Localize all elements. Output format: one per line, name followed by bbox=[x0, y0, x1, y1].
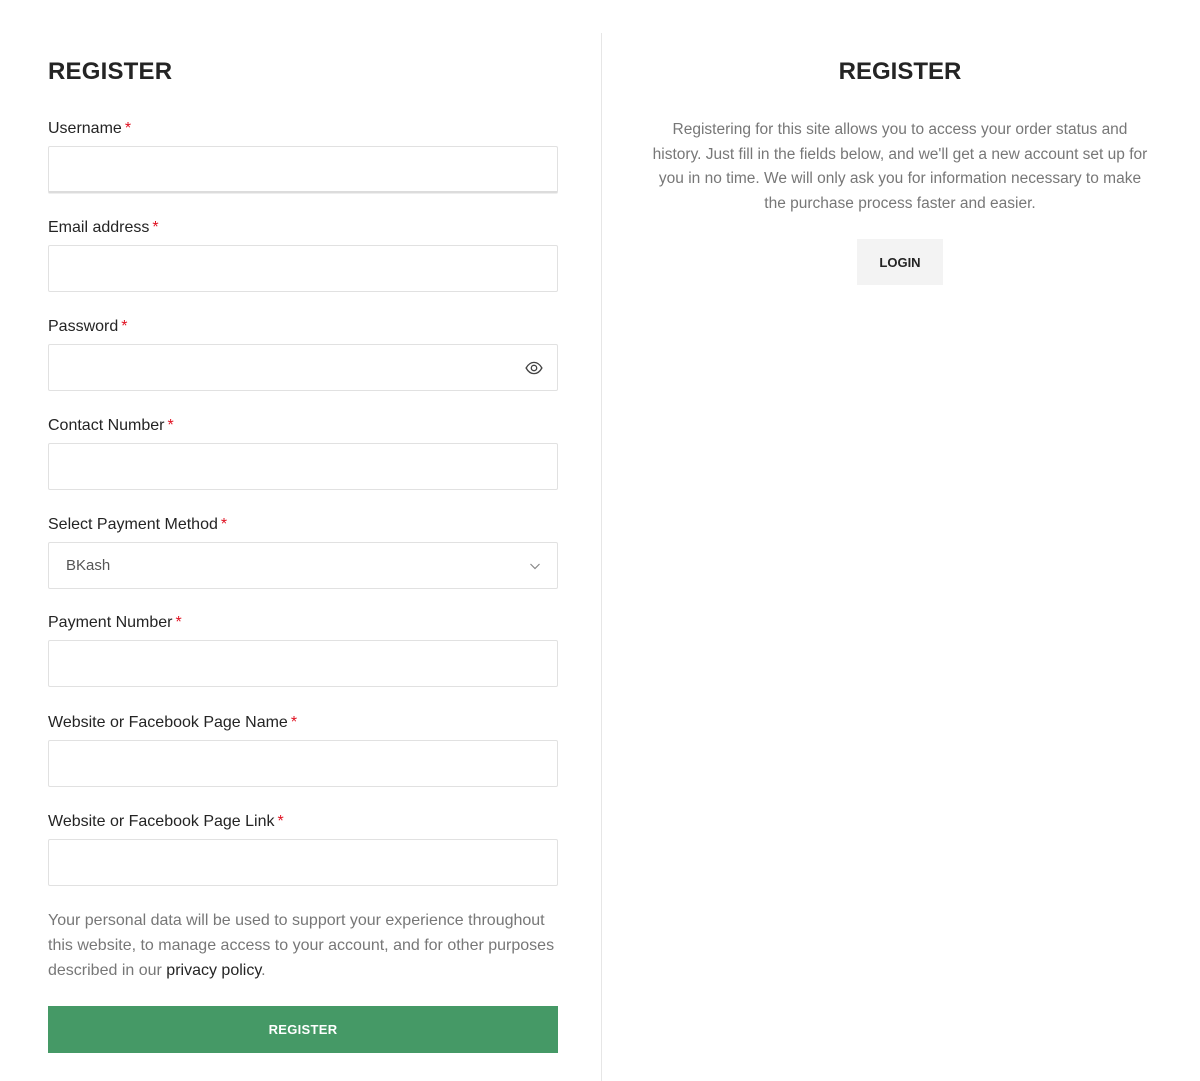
payment-number-label-text: Payment Number bbox=[48, 614, 173, 631]
privacy-notice bbox=[48, 908, 558, 983]
login-panel-description: Registering for this site allows you to access your order status and history. Just fill in the fields below, and we'll get a new account set up for you in no time. We will only ask you for information necessary to make the purchase process faster and easier. bbox=[652, 121, 1148, 212]
page-name-label-text: Website or Facebook Page Name bbox=[48, 714, 288, 731]
privacy-end: . bbox=[261, 962, 266, 979]
page-link-label bbox=[48, 811, 558, 833]
payment-number-input[interactable] bbox=[48, 640, 558, 687]
login-panel-title: REGISTER bbox=[838, 58, 962, 85]
username-field-group bbox=[48, 118, 558, 193]
username-input[interactable] bbox=[48, 146, 558, 193]
username-label bbox=[48, 118, 558, 140]
payment-number-field-group bbox=[48, 612, 558, 687]
password-label bbox=[48, 316, 558, 338]
required-marker: * bbox=[124, 120, 132, 137]
page-name-label bbox=[48, 712, 558, 734]
payment-number-label bbox=[48, 612, 558, 634]
page-link-input[interactable] bbox=[48, 839, 558, 886]
payment-method-label bbox=[48, 514, 558, 536]
email-field-group bbox=[48, 217, 558, 292]
page-link-field-group bbox=[48, 811, 558, 886]
form-title: REGISTER bbox=[48, 58, 173, 85]
page-link-label-text: Website or Facebook Page Link bbox=[48, 813, 275, 830]
contact-number-field-group bbox=[48, 415, 558, 490]
email-label-text: Email address bbox=[48, 219, 150, 236]
required-marker: * bbox=[175, 614, 182, 631]
required-marker: * bbox=[277, 813, 284, 830]
page-name-input[interactable] bbox=[48, 740, 558, 787]
login-button[interactable]: LOGIN bbox=[857, 239, 943, 285]
required-marker: * bbox=[121, 318, 128, 335]
payment-method-select[interactable] bbox=[48, 542, 558, 589]
payment-method-label-text: Select Payment Method bbox=[48, 516, 218, 533]
username-label-text: Username bbox=[48, 120, 122, 137]
payment-method-field-group bbox=[48, 514, 558, 589]
required-marker: * bbox=[290, 714, 298, 731]
required-marker: * bbox=[152, 219, 159, 236]
column-divider bbox=[601, 33, 602, 1081]
required-marker: * bbox=[220, 516, 228, 533]
email-input[interactable] bbox=[48, 245, 558, 292]
payment-method-selected-value: BKash bbox=[66, 557, 111, 574]
password-input[interactable] bbox=[48, 344, 558, 391]
eye-icon[interactable] bbox=[525, 359, 543, 377]
register-button[interactable]: REGISTER bbox=[48, 1006, 558, 1053]
password-field-group bbox=[48, 316, 558, 391]
contact-number-input[interactable] bbox=[48, 443, 558, 490]
password-label-text: Password bbox=[48, 318, 119, 335]
contact-number-label-text: Contact Number bbox=[48, 417, 165, 434]
chevron-down-icon bbox=[529, 560, 541, 572]
privacy-policy-link[interactable]: privacy policy bbox=[166, 962, 262, 979]
required-marker: * bbox=[167, 417, 174, 434]
privacy-text: Your personal data will be used to support your experience throughout this website, to manage access to your account, and for other purposes described in our bbox=[48, 912, 555, 979]
page-name-field-group bbox=[48, 712, 558, 787]
email-label bbox=[48, 217, 558, 239]
contact-number-label bbox=[48, 415, 558, 437]
